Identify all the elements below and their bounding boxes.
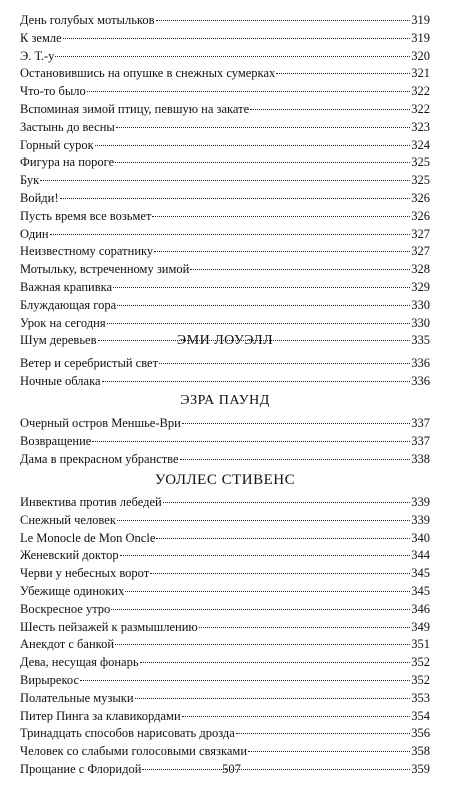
toc-entry-title: Фигура на пороге [20, 155, 115, 170]
dot-leader [180, 459, 411, 460]
toc-entry-title: Ночные облака [20, 373, 101, 388]
toc-entry-page: 327 [411, 244, 430, 259]
toc-entry-title: Застынь до весны [20, 119, 115, 134]
toc-entry-title: Шум деревьев [20, 333, 97, 348]
toc-entry-page: 323 [411, 119, 430, 134]
toc-entry-page: 337 [411, 416, 430, 430]
toc-entry-title: Мотыльку, встреченному зимой [20, 262, 190, 277]
toc-list-stevens [20, 494, 430, 779]
toc-entry [20, 672, 430, 690]
toc-entry-page: 337 [411, 433, 430, 448]
toc-entry-page: 356 [411, 726, 430, 741]
toc-entry-page: 358 [411, 744, 430, 759]
toc-entry [20, 636, 430, 654]
toc-entry-page: 344 [411, 548, 430, 563]
dot-leader [125, 591, 410, 592]
toc-entry-title: Пусть время все возьмет [20, 208, 152, 223]
toc-entry [20, 48, 430, 66]
toc-entry [20, 743, 430, 761]
toc-entry-title: Тринадцать способов нарисовать дрозда [20, 726, 235, 741]
toc-entry-title: Le Monocle de Mon Oncle [20, 530, 156, 545]
toc-entry-page: 345 [411, 566, 430, 581]
toc-entry [20, 208, 430, 226]
toc-entry-page: 327 [411, 226, 430, 241]
toc-entry [20, 297, 430, 315]
toc-entry-title: Возвращение [20, 433, 92, 448]
toc-entry-page: 349 [411, 619, 430, 634]
dot-leader [120, 555, 411, 556]
toc-list-top [20, 12, 430, 350]
toc-entry-title: Вирырекос [20, 672, 80, 687]
toc-entry-title: Дама в прекрасном убранстве [20, 451, 179, 466]
toc-entry-title: Воскресное утро [20, 601, 111, 616]
toc-entry-title: Э. Т.-у [20, 48, 55, 63]
toc-entry [20, 83, 430, 101]
toc-entry-page: 352 [411, 672, 430, 687]
dot-leader [115, 644, 410, 645]
toc-entry-page: 329 [411, 279, 430, 294]
toc-entry [20, 190, 430, 208]
dot-leader [116, 127, 410, 128]
toc-entry-title: Один [20, 226, 49, 241]
toc-entry-title: Неизвестному соратнику [20, 244, 154, 259]
dot-leader [150, 573, 410, 574]
toc-entry [20, 547, 430, 565]
dot-leader [190, 269, 410, 270]
toc-entry [20, 512, 430, 530]
dot-leader [80, 680, 410, 681]
toc-entry-title: День голубых мотыльков [20, 13, 155, 27]
toc-entry-title: Вспоминая зимой птицу, певшую на закате [20, 101, 250, 116]
toc-entry-page: 353 [411, 690, 430, 705]
toc-entry-title: Черви у небесных ворот [20, 566, 150, 581]
toc-entry [20, 226, 430, 244]
dot-leader [248, 751, 410, 752]
toc-entry-title: Анекдот с банкой [20, 637, 115, 652]
toc-entry-title: Полательные музыки [20, 690, 134, 705]
dot-leader [55, 56, 410, 57]
toc-entry-page: 322 [411, 101, 430, 116]
toc-entry-page: 336 [411, 373, 430, 388]
dot-leader [115, 162, 410, 163]
toc-entry [20, 65, 430, 83]
toc-entry-page: 322 [411, 84, 430, 99]
dot-leader [102, 381, 411, 382]
toc-entry-title: Шесть пейзажей к размышлению [20, 619, 198, 634]
toc-entry [20, 690, 430, 708]
toc-entry-title: Снежный человек [20, 512, 116, 527]
dot-leader [159, 363, 410, 364]
toc-entry-page: 335 [411, 333, 430, 348]
toc-entry [20, 243, 430, 261]
section-heading-stevens: УОЛЛЕС СТИВЕНС [154, 472, 296, 488]
toc-entry-title: Питер Пинга за клавикордами [20, 708, 181, 723]
dot-leader [163, 502, 411, 503]
toc-entry [20, 654, 430, 672]
toc-entry-page: 336 [411, 356, 430, 370]
toc-entry-page: 325 [411, 155, 430, 170]
section-heading-pound: ЭЗРА ПАУНД [180, 393, 270, 408]
toc-list-lowell [20, 355, 430, 391]
toc-entry-page: 330 [411, 315, 430, 330]
toc-entry [20, 30, 430, 48]
toc-entry [20, 601, 430, 619]
toc-entry [20, 261, 430, 279]
toc-entry-title: Что-то было [20, 84, 86, 99]
dot-leader [156, 20, 411, 21]
toc-entry-page: 328 [411, 262, 430, 277]
toc-entry-page: 326 [411, 208, 430, 223]
dot-leader [92, 441, 410, 442]
toc-entry [20, 451, 430, 469]
toc-entry-title: Очерный остров Меншье-Ври [20, 416, 181, 430]
toc-entry-title: Урок на сегодня [20, 315, 106, 330]
section-heading-lowell: ЭМИ ЛОУЭЛЛ [176, 333, 274, 348]
toc-entry [20, 565, 430, 583]
dot-leader [154, 251, 410, 252]
toc-entry-page: 352 [411, 655, 430, 670]
toc-entry-page: 339 [411, 512, 430, 527]
toc-entry [20, 530, 430, 548]
dot-leader [117, 520, 410, 521]
toc-entry-page: 320 [411, 48, 430, 63]
dot-leader [236, 733, 410, 734]
toc-entry-page: 340 [411, 530, 430, 545]
toc-entry [20, 373, 430, 391]
dot-leader [152, 216, 410, 217]
toc-entry-page: 319 [411, 30, 430, 45]
toc-entry-title: Прощание с Флоридой [20, 761, 142, 776]
toc-entry-title: Важная крапивка [20, 279, 113, 294]
dot-leader [276, 73, 410, 74]
toc-entry [20, 101, 430, 119]
dot-leader [117, 305, 410, 306]
toc-entry [20, 415, 430, 433]
toc-entry-title: Войди! [20, 190, 59, 205]
toc-entry-title: Инвектива против лебедей [20, 495, 162, 509]
toc-entry [20, 494, 430, 512]
toc-entry [20, 119, 430, 137]
toc-entry-title: Человек со слабыми голосовыми связками [20, 744, 248, 759]
toc-entry-title: Ветер и серебристый свет [20, 356, 159, 370]
toc-entry-page: 351 [411, 637, 430, 652]
dot-leader [156, 538, 410, 539]
toc-entry-title: Убежище одиноких [20, 583, 125, 598]
toc-entry [20, 172, 430, 190]
toc-entry-page: 326 [411, 190, 430, 205]
toc-entry [20, 708, 430, 726]
toc-list-pound [20, 415, 430, 468]
toc-entry-title: Остановившись на опушке в снежных сумерках [20, 66, 276, 81]
dot-leader [63, 38, 411, 39]
toc-entry [20, 355, 430, 373]
dot-leader [182, 716, 411, 717]
toc-entry [20, 279, 430, 297]
toc-entry [20, 583, 430, 601]
dot-leader [50, 234, 411, 235]
toc-entry [20, 725, 430, 743]
toc-entry-page: 354 [411, 708, 430, 723]
toc-entry-title: Блуждающая гора [20, 297, 117, 312]
dot-leader [182, 423, 410, 424]
page-number: 507 [222, 762, 241, 776]
toc-entry-page: 339 [411, 495, 430, 509]
dot-leader [250, 109, 410, 110]
dot-leader [135, 698, 411, 699]
toc-entry-page: 346 [411, 601, 430, 616]
toc-entry-page: 324 [411, 137, 430, 152]
toc-entry [20, 154, 430, 172]
dot-leader [40, 180, 410, 181]
dot-leader [87, 91, 410, 92]
toc-entry-page: 321 [411, 66, 430, 81]
dot-leader [60, 198, 411, 199]
toc-entry-page: 330 [411, 297, 430, 312]
toc-entry-title: К земле [20, 30, 62, 45]
toc-entry-page: 338 [411, 451, 430, 466]
dot-leader [199, 627, 411, 628]
toc-entry-title: Горный сурок [20, 137, 94, 152]
dot-leader [111, 609, 410, 610]
dot-leader [113, 287, 410, 288]
dot-leader [107, 323, 411, 324]
toc-entry-page: 319 [411, 13, 430, 27]
toc-entry-title: Дева, несущая фонарь [20, 655, 139, 670]
toc-entry [20, 12, 430, 30]
toc-entry [20, 315, 430, 333]
dot-leader [140, 662, 411, 663]
toc-entry-page: 359 [411, 761, 430, 776]
toc-entry-title: Бук [20, 173, 40, 188]
dot-leader [95, 145, 411, 146]
toc-entry [20, 137, 430, 155]
toc-entry [20, 619, 430, 637]
toc-entry-title: Женевский доктор [20, 548, 119, 563]
toc-entry [20, 433, 430, 451]
toc-entry-page: 345 [411, 583, 430, 598]
toc-entry-page: 325 [411, 173, 430, 188]
